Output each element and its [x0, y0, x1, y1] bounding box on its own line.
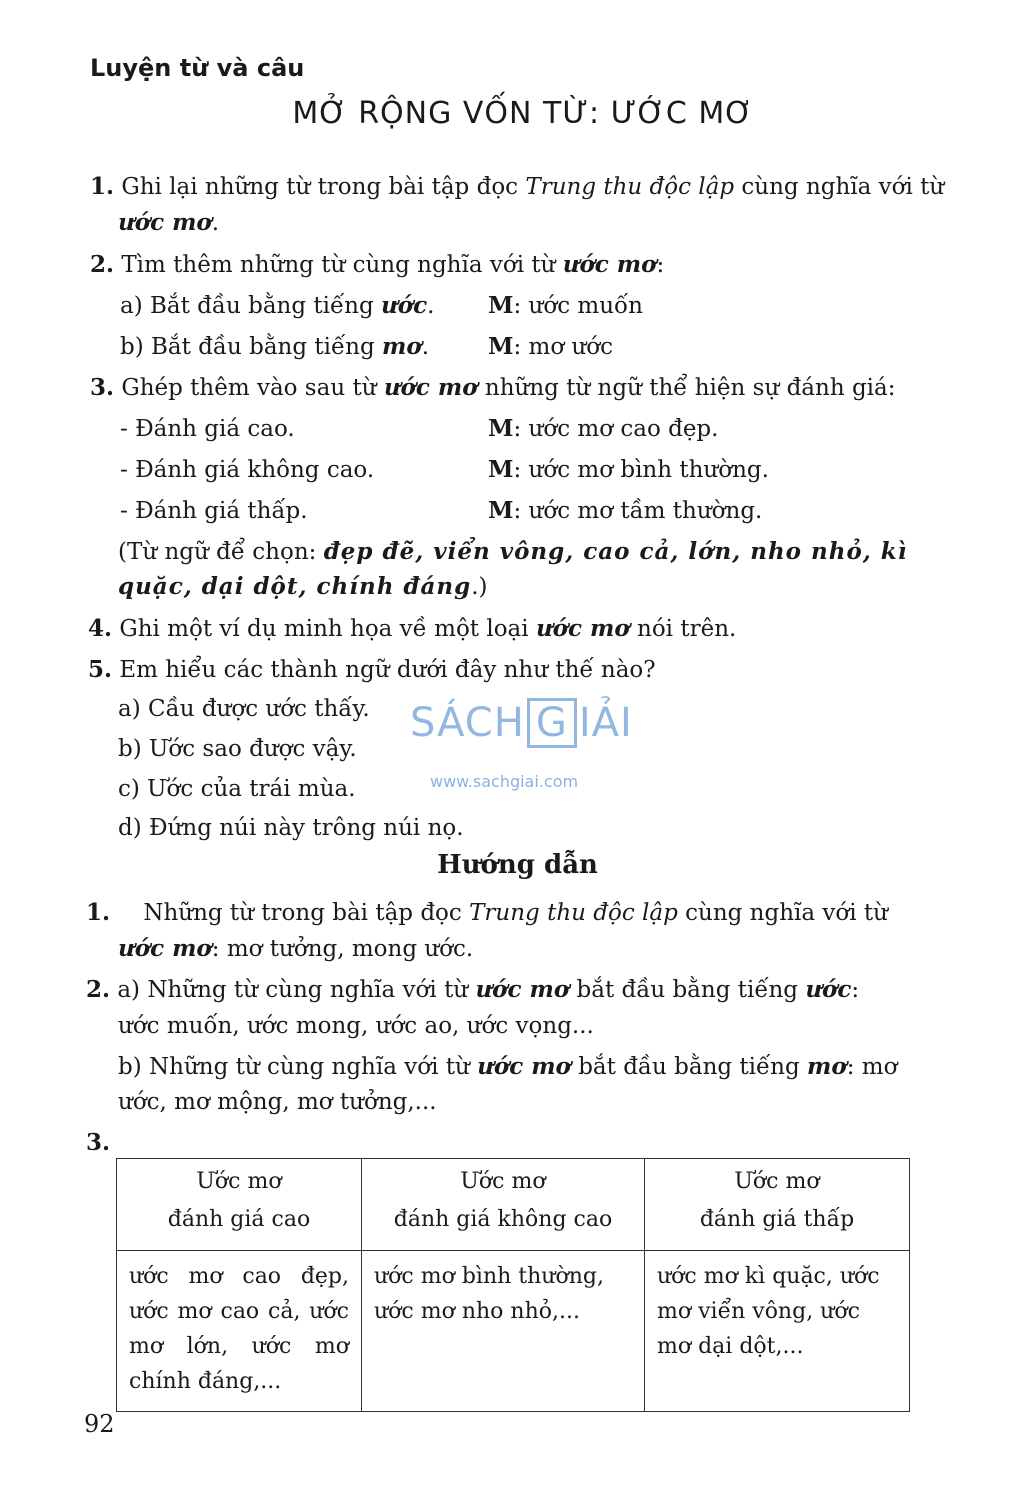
keyword: mơ: [382, 333, 422, 360]
example-2b: M: mơ ước: [488, 333, 614, 360]
answer-2b: b) Những từ cùng nghĩa với từ ước mơ bắt đầu bằng tiếng mơ: mơ: [118, 1053, 898, 1080]
answer-2a-line2: ước muốn, ước mong, ước ao, ước vọng...: [118, 1013, 594, 1039]
watermark-logo: SÁCH G IẢI: [410, 700, 633, 746]
table-cell: ước mơ bình thường, ước mơ nho nhỏ,...: [362, 1251, 645, 1412]
table-header: Ước mơ đánh giá thấp: [645, 1159, 910, 1251]
answer-1-line2: ước mơ: mơ tưởng, mong ước.: [118, 935, 474, 962]
example-2a: M: ước muốn: [488, 292, 643, 319]
exercise-1-line2: ước mơ.: [118, 209, 220, 236]
keyword: mơ: [807, 1053, 847, 1080]
evaluation-low: - Đánh giá thấp.: [120, 498, 308, 524]
section-label: Luyện từ và câu: [90, 54, 305, 82]
page-number: 92: [84, 1410, 115, 1438]
answer-2a: 2. a) Những từ cùng nghĩa với từ ước mơ bắt đầu bằng tiếng ước:: [86, 976, 860, 1003]
answer-1: 1. Những từ trong bài tập đọc Trung thu độc lập cùng nghĩa với từ: [86, 899, 888, 926]
exercise-number: 1.: [90, 173, 115, 200]
exercise-5: 5. Em hiểu các thành ngữ dưới đây như thế nào?: [88, 656, 656, 683]
exercise-1: 1. Ghi lại những từ trong bài tập đọc Trung thu độc lập cùng nghĩa với từ: [90, 173, 945, 200]
keyword: ước mơ: [535, 615, 630, 642]
exercise-number: 2.: [90, 251, 115, 278]
table-header: Ước mơ đánh giá cao: [117, 1159, 362, 1251]
exercise-number: 3.: [90, 374, 115, 401]
word-choice-list: đẹp đẽ, viển vông, cao cả, lớn, nho nhỏ, kì: [323, 538, 908, 565]
idiom-c: c) Ước của trái mùa.: [118, 776, 356, 802]
exercise-3: 3. Ghép thêm vào sau từ ước mơ những từ ngữ thể hiện sự đánh giá:: [90, 374, 896, 401]
idiom-d: d) Đứng núi này trông núi nọ.: [118, 815, 464, 841]
guide-title: Hướng dẫn: [437, 850, 598, 880]
answer-number: 3.: [86, 1129, 111, 1156]
exercise-2a: a) Bắt đầu bằng tiếng ước.: [120, 292, 435, 319]
table-header: Ước mơ đánh giá không cao: [362, 1159, 645, 1251]
reading-title: Trung thu độc lập: [525, 174, 735, 200]
idiom-a: a) Cầu được ước thấy.: [118, 696, 370, 722]
exercise-2b: b) Bắt đầu bằng tiếng mơ.: [120, 333, 429, 360]
evaluation-high: - Đánh giá cao.: [120, 416, 295, 442]
keyword: ước mơ: [477, 1053, 571, 1080]
exercise-number: 5.: [88, 656, 113, 683]
reading-title: Trung thu độc lập: [469, 900, 678, 926]
example-high: M: ước mơ cao đẹp.: [488, 415, 719, 442]
keyword: ước mơ: [118, 209, 212, 236]
example-medium: M: ước mơ bình thường.: [488, 456, 769, 483]
exercise-4: 4. Ghi một ví dụ minh họa về một loại ước mơ nói trên.: [88, 615, 737, 642]
example-low: M: ước mơ tầm thường.: [488, 497, 763, 524]
answer-3: [86, 1128, 110, 1158]
word-choices-line2: quặc, dại dột, chính đáng.): [118, 573, 488, 600]
keyword: ước mơ: [383, 374, 478, 401]
word-choice-list: quặc, dại dột, chính đáng: [118, 573, 472, 600]
answer-2b-line2: ước, mơ mộng, mơ tưởng,...: [118, 1089, 437, 1115]
keyword: ước mơ: [118, 935, 212, 962]
answer-table: [116, 1158, 910, 1412]
watermark-url: www.sachgiai.com: [430, 772, 579, 791]
answer-number: 1.: [86, 899, 111, 926]
exercise-number: 4.: [88, 615, 113, 642]
answer-number: 2.: [86, 976, 111, 1003]
page-title: MỞ RỘNG VỐN TỪ: ƯỚC MƠ: [292, 96, 754, 131]
exercise-2: 2. Tìm thêm những từ cùng nghĩa với từ ước mơ:: [90, 251, 665, 278]
table-header-row: [117, 1159, 910, 1251]
evaluation-medium: - Đánh giá không cao.: [120, 457, 375, 483]
keyword: ước: [381, 292, 428, 319]
table-row: [117, 1251, 910, 1412]
table-cell: ước mơ cao đẹp, ước mơ cao cả, ước mơ lớn, ước mơ chính đáng,...: [117, 1251, 362, 1412]
idiom-b: b) Ước sao được vậy.: [118, 736, 357, 762]
keyword: ước mơ: [475, 976, 570, 1003]
keyword: ước: [805, 976, 852, 1003]
table-cell: ước mơ kì quặc, ước mơ viển vông, ước mơ dại dột,...: [645, 1251, 910, 1412]
keyword: ước mơ: [562, 251, 657, 278]
word-choices: (Từ ngữ để chọn: đẹp đẽ, viển vông, cao cả, lớn, nho nhỏ, kì: [118, 538, 908, 565]
